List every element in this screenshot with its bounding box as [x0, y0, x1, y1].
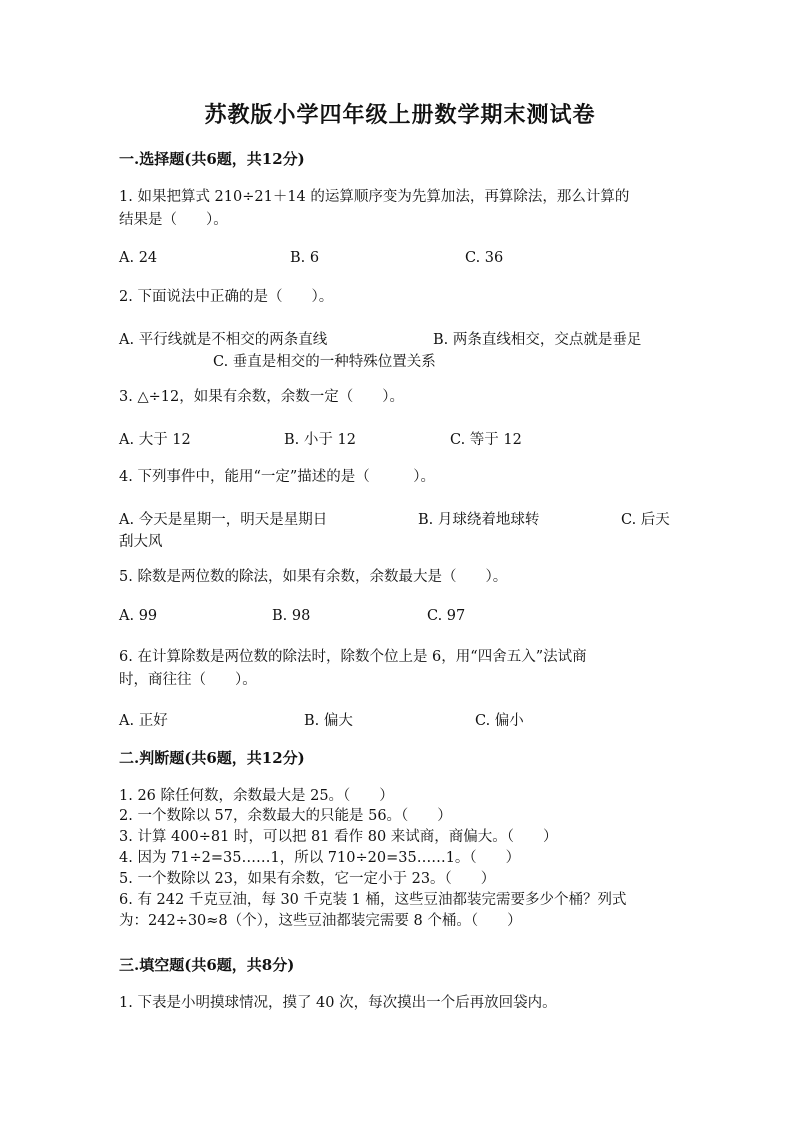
- judge-item: 1. 26 除任何数，余数最大是 25。（ ）: [119, 788, 394, 804]
- question-6: [119, 646, 679, 692]
- q2-option-a: A. 平行线就是不相交的两条直线: [119, 332, 328, 348]
- q4-option-c-cont: 刮大风: [119, 534, 163, 550]
- judge-item: 2. 一个数除以 57，余数最大的只能是 56。（ ）: [119, 808, 452, 824]
- q5-option-a: A. 99: [119, 608, 158, 624]
- q3-option-a: A. 大于 12: [119, 432, 191, 448]
- judge-item-cont: 为：242÷30≈8（个），这些豆油都装完需要 8 个桶。（ ）: [119, 913, 522, 929]
- q4-option-a: A. 今天是星期一，明天是星期日: [119, 512, 328, 528]
- question-6-line2: 时，商往往（ ）。: [119, 672, 257, 688]
- q3-option-b: B. 小于 12: [284, 432, 356, 448]
- section-heading-judge: 二.判断题(共6题，共12分): [119, 749, 305, 767]
- q6-option-b: B. 偏大: [304, 713, 353, 729]
- q5-option-c: C. 97: [427, 608, 466, 624]
- judge-item: 3. 计算 400÷81 时，可以把 81 看作 80 来试商，商偏大。（ ）: [119, 829, 558, 845]
- question-1-line2: 结果是（ ）。: [119, 212, 228, 228]
- q6-option-c: C. 偏小: [475, 713, 524, 729]
- question-1-line1: 1. 如果把算式 210÷21＋14 的运算顺序变为先算加法，再算除法，那么计算的: [119, 189, 630, 205]
- judge-item: 4. 因为 71÷2=35……1，所以 710÷20=35……1。（ ）: [119, 850, 521, 866]
- q1-option-b: B. 6: [290, 250, 320, 266]
- q4-option-c: C. 后天: [621, 512, 670, 528]
- q1-option-a: A. 24: [119, 250, 158, 266]
- section-heading-fill: 三.填空题(共6题，共8分): [119, 956, 295, 974]
- q2-option-b: B. 两条直线相交，交点就是垂足: [433, 332, 642, 348]
- q5-option-b: B. 98: [272, 608, 311, 624]
- question-2: 2. 下面说法中正确的是（ ）。: [119, 289, 334, 305]
- q3-option-c: C. 等于 12: [450, 432, 522, 448]
- question-4: 4. 下列事件中，能用“一定”描述的是（ ）。: [119, 469, 436, 485]
- q4-option-b: B. 月球绕着地球转: [418, 512, 540, 528]
- judge-item: 6. 有 242 千克豆油，每 30 千克装 1 桶，这些豆油都装完需要多少个桶？列式: [119, 892, 627, 908]
- q1-option-c: C. 36: [465, 250, 504, 266]
- judge-item: 5. 一个数除以 23，如果有余数，它一定小于 23。（ ）: [119, 871, 496, 887]
- question-1: [119, 186, 679, 232]
- question-6-line1: 6. 在计算除数是两位数的除法时，除数个位上是 6，用“四舍五入”法试商: [119, 649, 587, 665]
- question-3: 3. △÷12，如果有余数，余数一定（ ）。: [119, 389, 404, 405]
- page-title: 苏教版小学四年级上册数学期末测试卷: [204, 102, 596, 128]
- q6-option-a: A. 正好: [119, 713, 168, 729]
- q2-option-c: C. 垂直是相交的一种特殊位置关系: [213, 354, 436, 370]
- section-heading-choice: 一.选择题(共6题，共12分): [119, 150, 305, 168]
- question-5: 5. 除数是两位数的除法，如果有余数，余数最大是（ ）。: [119, 569, 508, 585]
- fill-question-1: 1. 下表是小明摸球情况，摸了 40 次，每次摸出一个后再放回袋内。: [119, 995, 557, 1011]
